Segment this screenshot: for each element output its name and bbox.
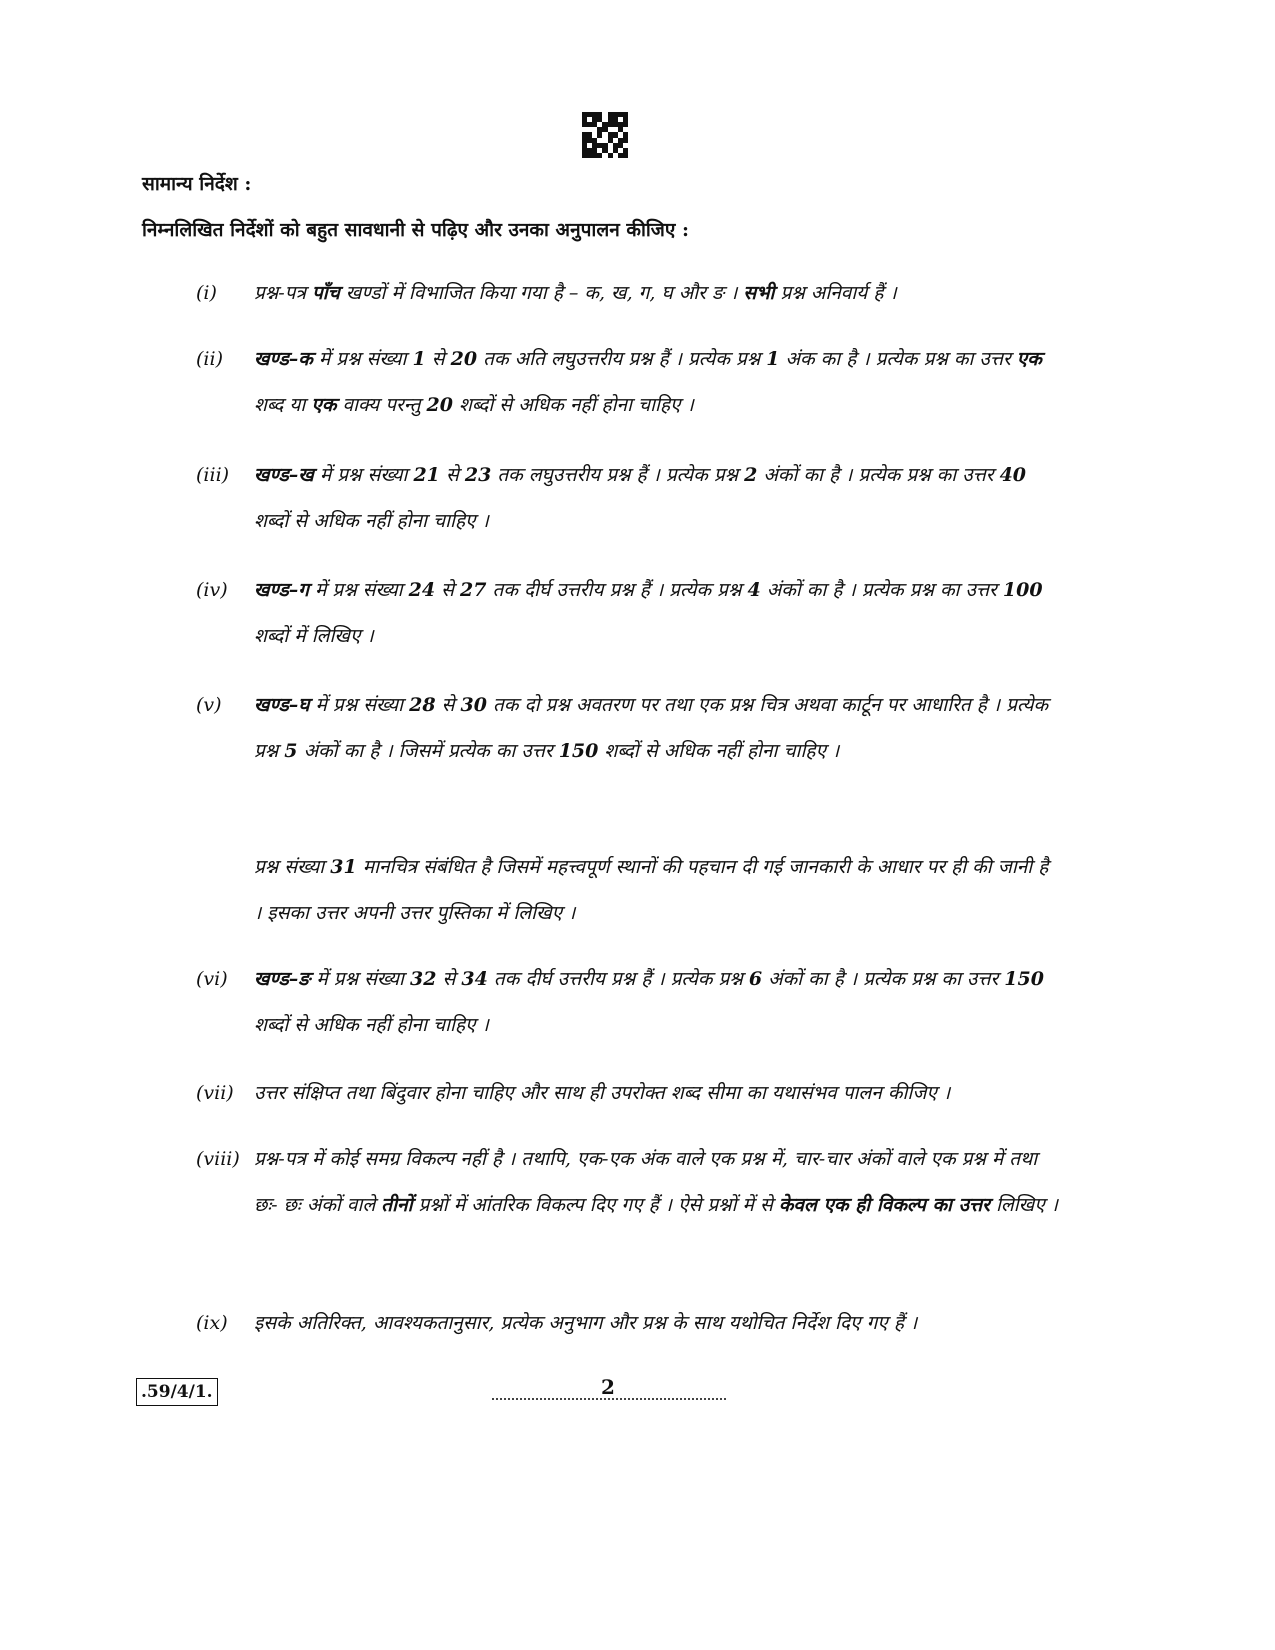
qr-code xyxy=(582,112,628,158)
instruction-number: (vii) xyxy=(196,1082,234,1104)
general-instructions-title: सामान्य निर्देश : xyxy=(142,173,252,195)
instruction-text: खण्ड–ग में प्रश्न संख्या 24 से 27 तक दीर्घ उत्तरीय प्रश्न हैं । प्रत्येक प्रश्न 4 अंकों का है । प्रत्येक प्रश्न का उत्तर 100 शब्दों में लिखिए । xyxy=(254,579,1043,647)
instruction-item xyxy=(196,956,1058,1048)
instruction-text: इसके अतिरिक्त, आवश्यकतानुसार, प्रत्येक अनुभाग और प्रश्न के साथ यथोचित निर्देश दिए गए हैं । xyxy=(254,1312,918,1334)
instruction-item xyxy=(196,682,1058,774)
instruction-number: (vi) xyxy=(196,968,228,990)
instructions-subtitle: निम्नलिखित निर्देशों को बहुत सावधानी से पढ़िए और उनका अनुपालन कीजिए : xyxy=(142,219,690,241)
instruction-item xyxy=(196,270,1058,316)
instruction-text: खण्ड–क में प्रश्न संख्या 1 से 20 तक अति लघुउत्तरीय प्रश्न हैं । प्रत्येक प्रश्न 1 अंक का है । प्रत्येक प्रश्न का उत्तर एक शब्द या एक वाक्य परन्तु 20 शब्दों से अधिक नहीं होना चाहिए । xyxy=(254,348,1042,416)
instruction-item xyxy=(196,1136,1058,1228)
paper-code: .59/4/1. xyxy=(136,1378,218,1406)
instruction-text: खण्ड–ख में प्रश्न संख्या 21 से 23 तक लघुउत्तरीय प्रश्न हैं । प्रत्येक प्रश्न 2 अंकों का है । प्रत्येक प्रश्न का उत्तर 40 शब्दों से अधिक नहीं होना चाहिए । xyxy=(254,464,1027,532)
instruction-number: (iii) xyxy=(196,464,230,486)
instruction-text: खण्ड–घ में प्रश्न संख्या 28 से 30 तक दो प्रश्न अवतरण पर तथा एक प्रश्न चित्र अथवा कार्टून पर आधारित है । प्रत्येक प्रश्न 5 अंकों का है । जिसमें प्रत्येक का उत्तर 150 शब्दों से अधिक नहीं होना चाहिए । xyxy=(254,694,1049,762)
instruction-number: (v) xyxy=(196,694,222,716)
instruction-number: (ix) xyxy=(196,1312,228,1334)
instruction-item xyxy=(196,1300,1058,1346)
instruction-item xyxy=(196,452,1058,544)
instruction-item xyxy=(196,1070,1058,1116)
map-question-paragraph: प्रश्न संख्या 31 मानचित्र संबंधित है जिसमें महत्त्वपूर्ण स्थानों की पहचान दी गई जानकारी के आधार पर ही की जानी है । इसका उत्तर अपनी उत्तर पुस्तिका में लिखिए । xyxy=(254,856,1049,924)
instruction-item xyxy=(196,336,1058,428)
page-number: 2 xyxy=(601,1375,615,1399)
page-number-underline xyxy=(492,1398,726,1400)
instruction-text: प्रश्न-पत्र में कोई समग्र विकल्प नहीं है । तथापि, एक-एक अंक वाले एक प्रश्न में, चार-चार अंकों वाले एक प्रश्न में तथा छः- छः अंकों वाले तीनों प्रश्नों में आंतरिक विकल्प दिए गए हैं । ऐसे प्रश्नों में से केवल एक ही विकल्प का उत्तर लिखिए । xyxy=(254,1148,1058,1216)
instruction-text: प्रश्न-पत्र पाँच खण्डों में विभाजित किया गया है – क, ख, ग, घ और ङ । सभी प्रश्न अनिवार्य हैं । xyxy=(254,282,897,304)
instruction-item xyxy=(196,567,1058,659)
instruction-number: (viii) xyxy=(196,1148,240,1170)
instruction-number: (i) xyxy=(196,282,217,304)
instruction-number: (ii) xyxy=(196,348,223,370)
instruction-text: उत्तर संक्षिप्त तथा बिंदुवार होना चाहिए और साथ ही उपरोक्त शब्द सीमा का यथासंभव पालन कीजिए । xyxy=(254,1082,951,1104)
instruction-number: (iv) xyxy=(196,579,228,601)
instruction-text: खण्ड–ङ में प्रश्न संख्या 32 से 34 तक दीर्घ उत्तरीय प्रश्न हैं । प्रत्येक प्रश्न 6 अंकों का है । प्रत्येक प्रश्न का उत्तर 150 शब्दों से अधिक नहीं होना चाहिए । xyxy=(254,968,1044,1036)
